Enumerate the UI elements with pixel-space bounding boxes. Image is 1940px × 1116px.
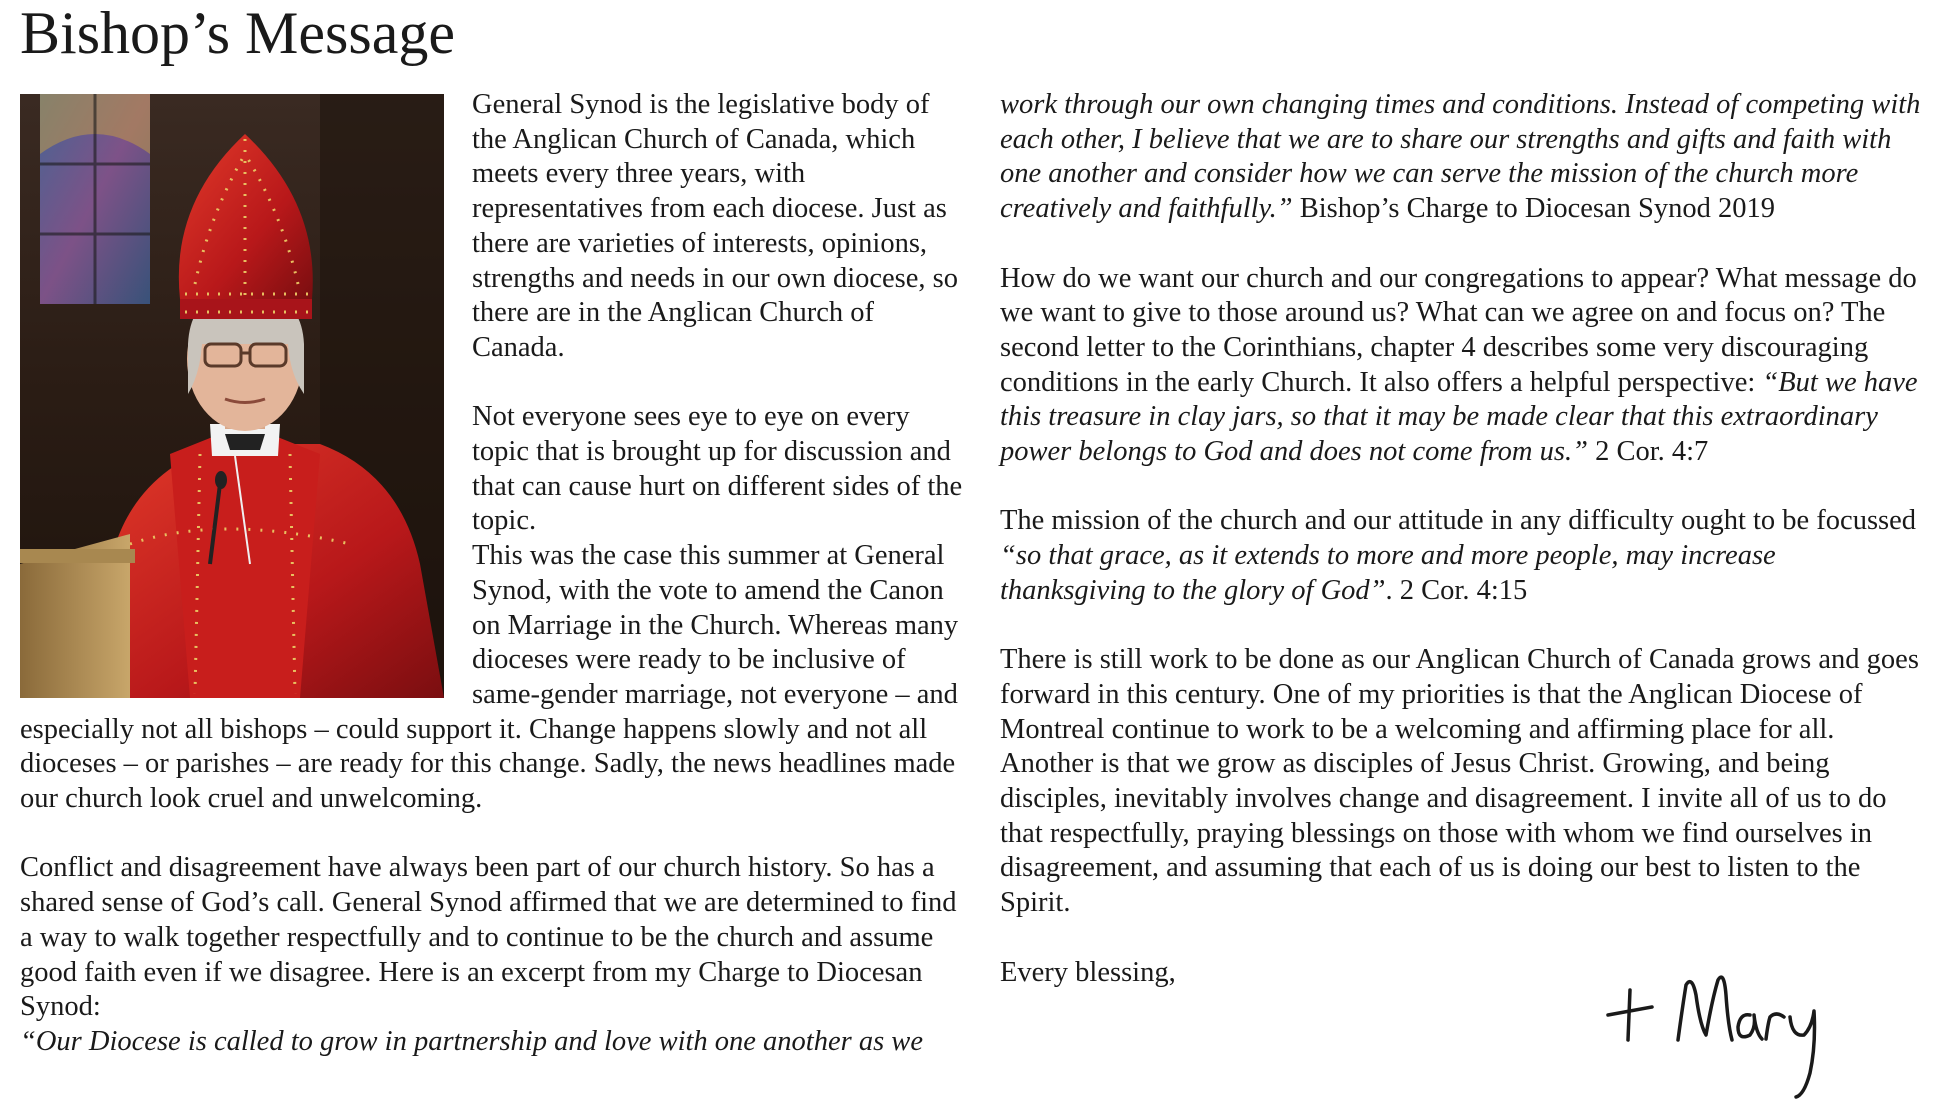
right-paragraph-2 xyxy=(1000,262,1928,470)
right-paragraph-1 xyxy=(1000,88,1928,227)
right-column xyxy=(1000,88,1928,990)
quote-text: “Our Diocese is called to grow in partnership and love with one another as we xyxy=(20,1025,923,1057)
closing-line: Every blessing, xyxy=(1000,956,1176,988)
paragraph-text: How do we want our church and our congregations to appear? What message do we want to give to those around us? What can we agree on and focus on? The second letter to the Corinthians, chapter 4 describes some very discouraging conditions in the early Church. It also offers a helpful perspective: xyxy=(1000,262,1917,398)
left-quote-start xyxy=(20,1025,970,1060)
quote-source: Bishop’s Charge to Diocesan Synod 2019 xyxy=(1292,193,1775,225)
right-paragraph-3 xyxy=(1000,504,1928,608)
quote-text: “so that grace, as it extends to more and more people, may increase thanksgiving to the glory of God” xyxy=(1000,540,1776,606)
quote-text: work through our own changing times and conditions. Instead of competing with each other, I believe that we are to share our strengths and gifts and faith with one another and consider how we can serve the mission of the church more creatively and faithfully.” xyxy=(1000,89,1921,225)
bishop-portrait-illustration xyxy=(20,94,444,698)
quote-text: “But we have this treasure in clay jars, so that it may be made clear that this extraordinary power belongs to God and does not come from us.” xyxy=(1000,366,1918,468)
scripture-reference: 2 Cor. 4:7 xyxy=(1587,436,1709,468)
left-paragraph-2: Not everyone sees eye to eye on every topic that is brought up for discussion and that can cause hurt on different sides of the topic. xyxy=(472,401,963,537)
left-column xyxy=(20,88,970,1060)
left-paragraph-4: Conflict and disagreement have always been part of our church history. So has a shared sense of God’s call. General Synod affirmed that we are determined to find a way to walk together respectfully and to continue to be the church and assume good faith even if we disagree. Here is an excerpt from my Charge to Diocesan Synod: xyxy=(20,852,957,1023)
left-paragraph-1: General Synod is the legislative body of the Anglican Church of Canada, which meets every three years, with representatives from each diocese. Just as there are varieties of interests, opinions, strengths and needs in our own diocese, so there are in the Anglican Church of Canada. xyxy=(472,89,958,363)
bishop-photo xyxy=(20,94,444,698)
scripture-reference: . 2 Cor. 4:15 xyxy=(1385,574,1528,606)
handwritten-signature xyxy=(1600,955,1860,1105)
left-paragraph-3: This was the case this summer at General Synod, with the vote to amend the Canon on Marriage in the Church. Whereas many dioceses were ready to be inclusive of same-gender marriage, not everyone – and especially not all bishops – could support it. Change happens slowly and not all dioceses – or parishes – are ready for this change. Sadly, the news headlines made our church look cruel and unwelcoming. xyxy=(20,540,959,815)
right-paragraph-4: There is still work to be done as our Anglican Church of Canada grows and goes forward in this century. One of my priorities is that the Anglican Diocese of Montreal continue to work to be a welcoming and affirming place for all. Another is that we grow as disciples of Jesus Christ. Growing, and being disciples, inevitably involves change and disagreement. I invite all of us to do that respectfully, praying blessings on those with whom we find ourselves in disagreement, and assuming that each of us is doing our best to listen to the Spirit. xyxy=(1000,644,1919,919)
page-title: Bishop’s Message xyxy=(20,0,455,66)
paragraph-text: The mission of the church and our attitude in any difficulty ought to be focussed xyxy=(1000,505,1917,537)
